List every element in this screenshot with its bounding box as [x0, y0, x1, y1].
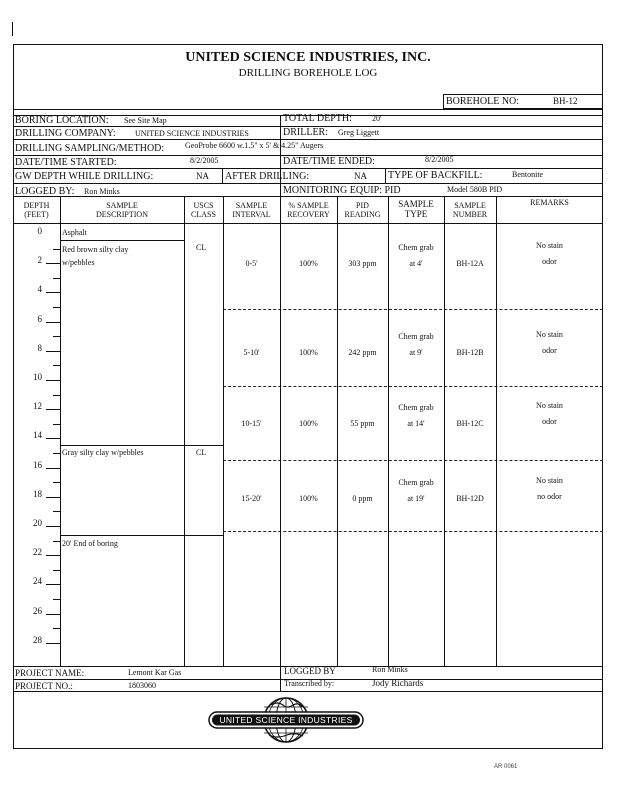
- depth-minor-tick: [53, 278, 60, 279]
- sample-number: BH-12B: [456, 348, 484, 357]
- depth-minor-tick: [53, 307, 60, 308]
- depth-tick: [46, 497, 60, 498]
- drilling-company-value: UNITED SCIENCE INDUSTRIES: [135, 129, 249, 138]
- gw-after-value: NA: [354, 171, 367, 181]
- depth-label: 26: [33, 605, 42, 616]
- monitoring-value: Model 580B PID: [447, 185, 503, 194]
- depth-minor-tick: [53, 249, 60, 250]
- col-divider: [60, 196, 61, 666]
- rule: [13, 223, 603, 224]
- borehole-value: BH-12: [553, 96, 578, 106]
- rule: [13, 691, 603, 692]
- transcribed-value: Jody Richards: [372, 678, 424, 688]
- rule: [13, 109, 603, 110]
- col-divider: [184, 196, 185, 666]
- sample-interval: 15-20': [241, 494, 262, 503]
- gw-while-value: NA: [196, 171, 209, 181]
- rule: [13, 183, 603, 184]
- col-pid: PID READING: [344, 201, 381, 220]
- depth-tick: [46, 409, 60, 410]
- depth-label: 10: [33, 372, 42, 382]
- total-depth-label: TOTAL DEPTH:: [283, 113, 352, 124]
- col-type: SAMPLE TYPE: [398, 199, 434, 220]
- boring-location-value: See Site Map: [124, 116, 167, 125]
- lithology-description: Asphalt: [62, 228, 87, 237]
- lithology-description: 20' End of boring: [62, 539, 118, 548]
- uscs-class: CL: [196, 448, 207, 457]
- depth-label: 22: [33, 547, 42, 558]
- depth-minor-tick: [53, 541, 60, 542]
- contact-line: [60, 535, 223, 536]
- depth-minor-tick: [53, 570, 60, 571]
- interval-separator: [223, 460, 603, 461]
- depth-label: 20: [33, 518, 42, 528]
- sample-type: Chem grab at 4': [398, 243, 434, 268]
- depth-tick: [46, 526, 60, 527]
- col-uscs: USCS CLASS: [191, 201, 216, 220]
- interval-separator: [223, 386, 603, 387]
- depth-tick: [46, 584, 60, 585]
- depth-tick: [46, 614, 60, 615]
- divider: [280, 666, 281, 691]
- depth-label: 16: [33, 459, 42, 470]
- margin-mark: [12, 22, 13, 36]
- logged-by-label: LOGGED BY:: [15, 186, 75, 197]
- depth-label: 4: [37, 284, 42, 295]
- gw-while-label: GW DEPTH WHILE DRILLING:: [15, 171, 154, 182]
- sampling-method-value: GeoProbe 6600 w.1.5" x 5' & 4.25" Augers: [185, 141, 324, 150]
- depth-label: 24: [33, 576, 42, 587]
- depth-label: 6: [37, 313, 42, 324]
- company-logo: [207, 697, 365, 743]
- project-no-label: PROJECT NO.:: [15, 681, 73, 691]
- depth-label: 8: [37, 342, 42, 353]
- sample-interval: 0-5': [245, 259, 258, 268]
- col-description: SAMPLE DESCRIPTION: [95, 201, 148, 220]
- project-name-value: Lemont Kar Gas: [128, 668, 182, 677]
- rule: [13, 139, 603, 140]
- sample-number: BH-12C: [456, 419, 484, 428]
- monitoring-label: MONITORING EQUIP: PID: [283, 185, 401, 196]
- sample-interval: 5-10': [243, 348, 260, 357]
- footer-logged-label: LOGGED BY: [284, 666, 336, 676]
- depth-minor-tick: [53, 453, 60, 454]
- sample-recovery: 100%: [299, 494, 318, 503]
- depth-minor-tick: [53, 424, 60, 425]
- rule: [13, 168, 603, 169]
- depth-tick: [46, 380, 60, 381]
- sample-remarks: No stain odor: [536, 330, 563, 355]
- sample-type: Chem grab at 9': [398, 332, 434, 357]
- depth-minor-tick: [53, 482, 60, 483]
- total-depth-value: 20': [372, 114, 382, 123]
- borehole-label: BOREHOLE NO:: [446, 96, 520, 107]
- sample-recovery: 100%: [299, 259, 318, 268]
- sampling-method-label: DRILLING SAMPLING/METHOD:: [15, 143, 165, 154]
- depth-label: 2: [37, 255, 42, 266]
- depth-label: 28: [33, 634, 42, 645]
- contact-line: [60, 445, 223, 446]
- depth-label: 18: [33, 488, 42, 499]
- sample-type: Chem grab at 14': [398, 403, 434, 428]
- lithology-description: Gray silty clay w/pebbles: [62, 448, 144, 457]
- date-started-label: DATE/TIME STARTED:: [15, 157, 117, 168]
- date-ended-label: DATE/TIME ENDED:: [283, 156, 375, 167]
- divider: [222, 168, 223, 183]
- depth-label: 0: [37, 226, 42, 236]
- project-no-value: 1803060: [128, 681, 156, 690]
- col-interval: SAMPLE INTERVAL: [232, 201, 271, 220]
- sample-interval: 10-15': [241, 419, 262, 428]
- sample-remarks: No stain odor: [536, 401, 563, 426]
- project-name-label: PROJECT NAME:: [15, 668, 85, 678]
- sample-remarks: No stain odor: [536, 241, 563, 266]
- depth-tick: [46, 263, 60, 264]
- date-started-value: 8/2/2005: [190, 156, 219, 165]
- sample-pid: 242 ppm: [348, 348, 377, 357]
- depth-tick: [46, 555, 60, 556]
- depth-minor-tick: [53, 365, 60, 366]
- interval-separator: [223, 309, 603, 310]
- sample-pid: 55 ppm: [350, 419, 375, 428]
- date-ended-value: 8/2/2005: [425, 155, 454, 164]
- backfill-label: TYPE OF BACKFILL:: [388, 170, 483, 181]
- sample-number: BH-12D: [456, 494, 484, 503]
- lithology-description: Red brown silty clay w/pebbles: [62, 245, 129, 267]
- depth-minor-tick: [53, 395, 60, 396]
- boring-location-label: BORING LOCATION:: [15, 115, 109, 126]
- contact-line: [60, 240, 184, 241]
- sample-pid: 0 ppm: [352, 494, 373, 503]
- col-number: SAMPLE NUMBER: [452, 201, 488, 220]
- col-depth: DEPTH (FEET): [23, 201, 50, 220]
- col-recovery: % SAMPLE RECOVERY: [287, 201, 330, 220]
- divider: [385, 168, 386, 183]
- backfill-value: Bentonite: [512, 170, 544, 179]
- transcribed-label: Transcribed by:: [284, 679, 335, 688]
- depth-tick: [46, 292, 60, 293]
- interval-separator: [223, 531, 603, 532]
- sample-recovery: 100%: [299, 419, 318, 428]
- logged-by-value: Ron Minks: [84, 187, 120, 196]
- sample-pid: 303 ppm: [348, 259, 377, 268]
- page-stamp: AR 0061: [494, 764, 518, 770]
- footer-logged-value: Ron Minks: [372, 665, 408, 674]
- depth-tick: [46, 322, 60, 323]
- depth-label: 14: [33, 430, 42, 441]
- sample-number: BH-12A: [456, 259, 484, 268]
- divider: [280, 115, 281, 196]
- depth-tick: [46, 438, 60, 439]
- driller-value: Greg Liggett: [338, 128, 380, 137]
- col-remarks: REMARKS: [530, 198, 569, 207]
- sample-type: Chem grab at 19': [398, 478, 434, 503]
- company-title: UNITED SCIENCE INDUSTRIES, INC.: [185, 50, 431, 65]
- depth-minor-tick: [53, 336, 60, 337]
- drilling-company-label: DRILLING COMPANY:: [15, 128, 116, 139]
- depth-tick: [46, 643, 60, 644]
- sample-remarks: No stain no odor: [536, 476, 563, 501]
- depth-minor-tick: [53, 511, 60, 512]
- driller-label: DRILLER:: [283, 127, 328, 138]
- gw-after-label: AFTER DRILLING:: [225, 171, 310, 182]
- sample-recovery: 100%: [299, 348, 318, 357]
- depth-tick: [46, 351, 60, 352]
- depth-minor-tick: [53, 599, 60, 600]
- depth-label: 12: [33, 401, 42, 412]
- depth-tick: [46, 468, 60, 469]
- log-title: DRILLING BOREHOLE LOG: [238, 67, 378, 79]
- depth-minor-tick: [53, 628, 60, 629]
- uscs-class: CL: [196, 243, 207, 252]
- logo-text: UNITED SCIENCE INDUSTRIES: [219, 715, 353, 725]
- rule: [13, 196, 603, 197]
